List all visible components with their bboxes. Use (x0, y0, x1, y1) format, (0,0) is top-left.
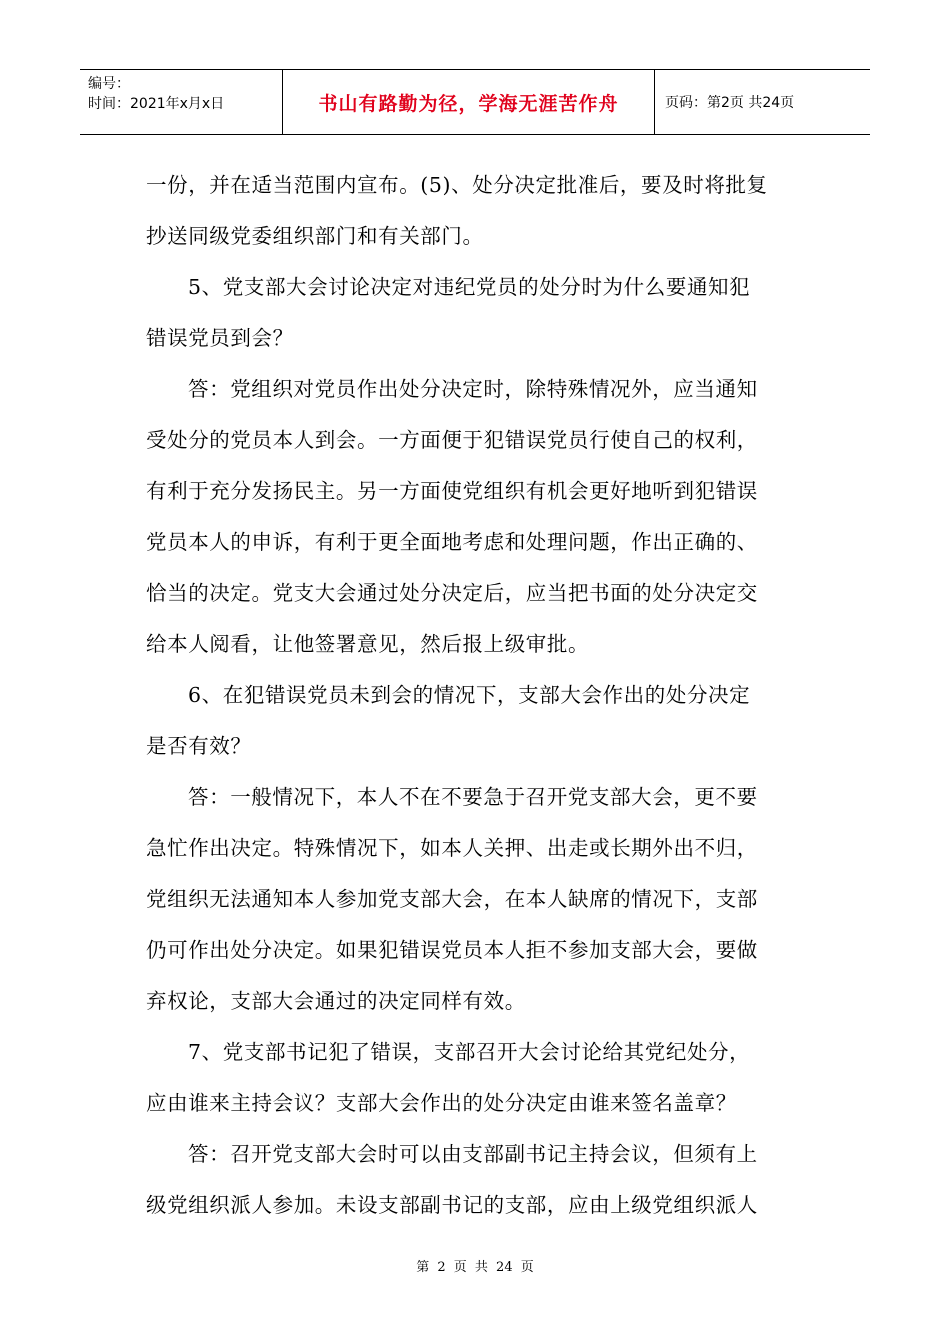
document-body (146, 160, 806, 1231)
answer-line: 党组织无法通知本人参加党支部大会，在本人缺席的情况下，支部 (146, 887, 758, 911)
answer-line: 给本人阅看，让他签署意见，然后报上级审批。 (146, 632, 590, 656)
question-line: 是否有效？ (146, 734, 252, 758)
header-meta (80, 70, 282, 134)
header-motto: 书山有路勤为径，学海无涯苦作舟 (318, 92, 619, 115)
answer-line: 恰当的决定。党支大会通过处分决定后，应当把书面的处分决定交 (146, 581, 758, 605)
answer-line: 答：一般情况下，本人不在不要急于召开党支部大会，更不要 (188, 785, 758, 809)
document-number-label: 编号： (88, 76, 130, 92)
header-page-info: 页码：第2页 共24页 (665, 95, 795, 111)
document-header (80, 69, 870, 135)
question-line: 错误党员到会？ (146, 326, 294, 350)
answer-line: 答：党组织对党员作出处分决定时，除特殊情况外，应当通知 (188, 377, 758, 401)
question-line: 5、党支部大会讨论决定对违纪党员的处分时为什么要通知犯 (188, 275, 751, 299)
header-motto-cell (282, 70, 655, 134)
answer-line: 弃权论，支部大会通过的决定同样有效。 (146, 989, 526, 1013)
question-line: 应由谁来主持会议？支部大会作出的处分决定由谁来签名盖章？ (146, 1091, 737, 1115)
answer-line: 急忙作出决定。特殊情况下，如本人关押、出走或长期外出不归， (146, 836, 758, 860)
answer-line: 党员本人的申诉，有利于更全面地考虑和处理问题，作出正确的、 (146, 530, 758, 554)
body-line: 抄送同级党委组织部门和有关部门。 (146, 224, 484, 248)
answer-line: 答：召开党支部大会时可以由支部副书记主持会议，但须有上 (188, 1142, 758, 1166)
answer-line: 有利于充分发扬民主。另一方面使党组织有机会更好地听到犯错误 (146, 479, 758, 503)
answer-line: 仍可作出处分决定。如果犯错误党员本人拒不参加支部大会，要做 (146, 938, 758, 962)
question-line: 6、在犯错误党员未到会的情况下，支部大会作出的处分决定 (188, 683, 751, 707)
answer-line: 受处分的党员本人到会。一方面便于犯错误党员行使自己的权利， (146, 428, 758, 452)
document-date-label: 时间：2021年x月x日 (88, 96, 225, 112)
question-line: 7、党支部书记犯了错误，支部召开大会讨论给其党纪处分， (188, 1040, 751, 1064)
body-line: 一份，并在适当范围内宣布。(5)、处分决定批准后，要及时将批复 (146, 173, 768, 197)
header-page-cell (655, 70, 870, 134)
answer-line: 级党组织派人参加。未设支部副书记的支部，应由上级党组织派人 (146, 1193, 758, 1217)
page-footer: 第 2 页 共 24 页 (416, 1260, 534, 1275)
